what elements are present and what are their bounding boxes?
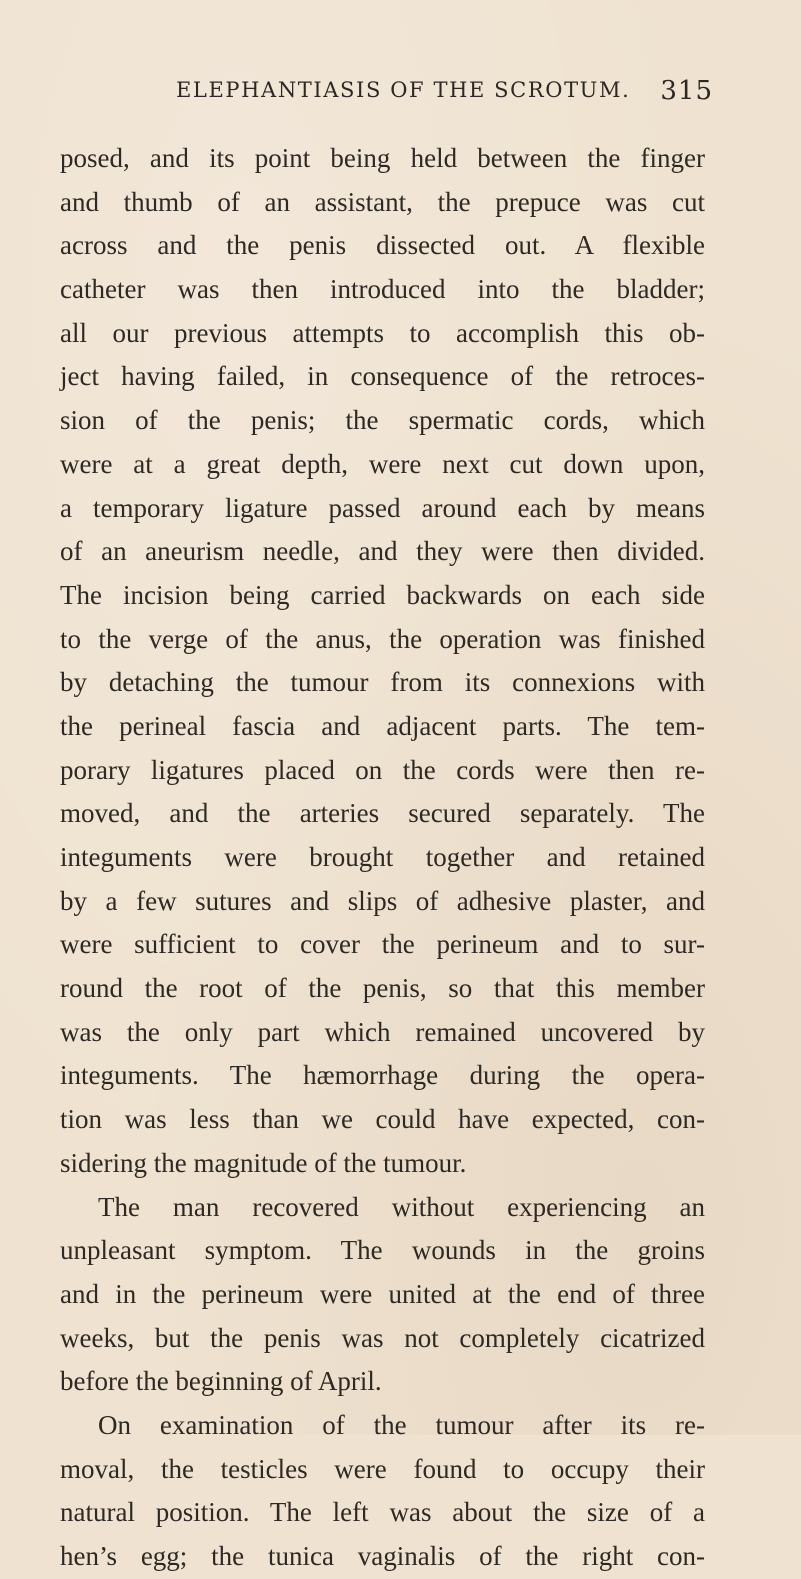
text-line: porary ligatures placed on the cords were then re- (60, 754, 705, 785)
page-header (0, 78, 801, 114)
text-line: and in the perineum were united at the end of three (60, 1278, 705, 1309)
running-head: ELEPHANTIASIS OF THE SCROTUM. (176, 78, 631, 102)
page-number: 315 (660, 76, 713, 106)
text-line: ject having failed, in consequence of the retroces- (60, 361, 705, 392)
text-line: On examination of the tumour after its re- (98, 1409, 705, 1440)
text-line: moval, the testicles were found to occupy their (60, 1453, 705, 1484)
text-line: sion of the penis; the spermatic cords, which (60, 405, 705, 436)
text-line: moved, and the arteries secured separately. The (60, 798, 705, 829)
text-line: integuments. The hæmorrhage during the opera- (60, 1060, 705, 1091)
text-line: all our previous attempts to accomplish this ob- (60, 317, 705, 348)
text-line: hen’s egg; the tunica vaginalis of the right con- (60, 1541, 705, 1571)
text-line: of an aneurism needle, and they were then divided. (60, 536, 705, 567)
text-line: tion was less than we could have expected, con- (60, 1104, 705, 1135)
text-line: and thumb of an assistant, the prepuce was cut (60, 186, 705, 217)
text-line: across and the penis dissected out. A flexible (60, 230, 705, 261)
text-line: by detaching the tumour from its connexions with (60, 667, 705, 698)
text-line: were at a great depth, were next cut down upon, (60, 448, 705, 479)
text-line: sidering the magnitude of the tumour. (60, 1147, 467, 1178)
text-line: round the root of the penis, so that this member (60, 973, 705, 1004)
text-line: a temporary ligature passed around each by means (60, 492, 705, 523)
text-line: the perineal fascia and adjacent parts. The tem- (60, 710, 705, 741)
text-line: natural position. The left was about the size of a (60, 1497, 705, 1528)
text-line: The man recovered without experiencing an (98, 1191, 705, 1222)
text-line: posed, and its point being held between the finger (60, 143, 705, 173)
body-text (60, 137, 705, 1579)
text-line: weeks, but the penis was not completely cicatrized (60, 1322, 705, 1353)
text-line: to the verge of the anus, the operation was finished (60, 623, 705, 654)
text-line: catheter was then introduced into the bladder; (60, 274, 705, 305)
text-line: before the beginning of April. (60, 1366, 382, 1397)
text-line: integuments were brought together and retained (60, 842, 705, 872)
text-line: by a few sutures and slips of adhesive plaster, and (60, 885, 705, 916)
text-line: were sufficient to cover the perineum and to sur- (60, 929, 705, 960)
text-line: unpleasant symptom. The wounds in the groins (60, 1235, 705, 1266)
text-line: The incision being carried backwards on each side (60, 579, 705, 610)
text-line: was the only part which remained uncovered by (60, 1016, 705, 1047)
